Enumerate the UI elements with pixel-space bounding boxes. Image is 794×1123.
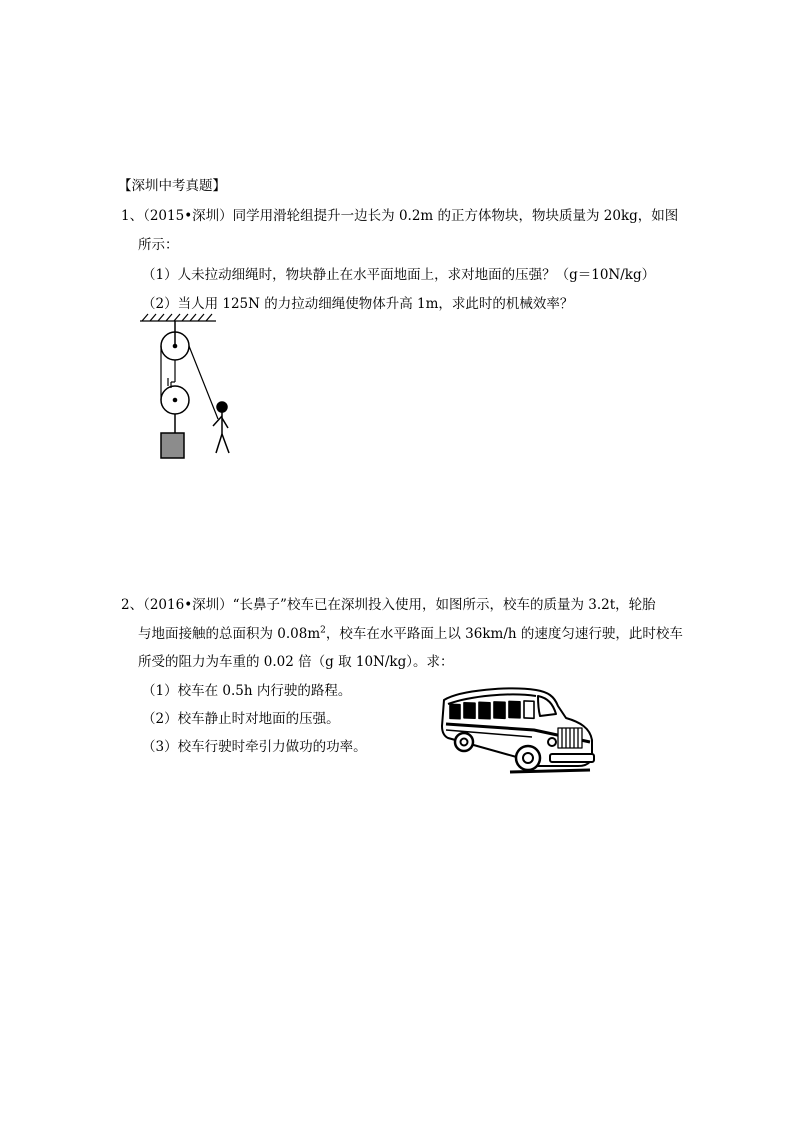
school-bus-figure [440, 682, 596, 776]
bus-roof-line [448, 694, 536, 704]
area-exponent: 2 [320, 625, 326, 636]
question-2-subquestion-2: （2）校车静止时对地面的压强。 [142, 711, 340, 727]
question-1-subquestion-2: （2）当人用 125N 的力拉动细绳使物体升高 1m，求此时的机械效率？ [142, 296, 574, 312]
question-2-text-line-3: 所受的阻力为车重的 0.02 倍（g 取 10N/kg）。求： [138, 654, 454, 670]
headlight [548, 738, 556, 746]
question-2-subquestion-3: （3）校车行驶时牵引力做功的功率。 [142, 739, 367, 755]
pulley-system-figure [136, 308, 246, 466]
rope-segments [161, 346, 218, 419]
side-windows [450, 701, 534, 719]
front-bumper [550, 754, 594, 762]
ground-shadow [510, 770, 590, 772]
speed-text: ，校车在水平路面上以 36km/h 的速度匀速行驶，此时校车 [325, 626, 683, 642]
area-text: 与地面接触的总面积为 0.08m [138, 626, 321, 642]
ceiling-hatch [140, 314, 216, 321]
stick-person [213, 402, 229, 453]
question-2-text-line-1: 2、（2016•深圳）“长鼻子”校车已在深圳投入使用，如图所示，校车的质量为 3.2t，轮胎 [121, 597, 656, 613]
question-1-subquestion-1: （1）人未拉动细绳时，物块静止在水平面地面上，求对地面的压强？（g＝10N/kg） [142, 267, 656, 283]
question-2-subquestion-1: （1）校车在 0.5h 内行驶的路程。 [142, 683, 352, 699]
rear-wheel [455, 733, 473, 751]
question-2-text-line-2 [138, 624, 683, 644]
question-1-text-line-2: 所示： [138, 237, 179, 253]
front-grille [558, 728, 582, 748]
cube-block [161, 433, 184, 458]
section-title: 【深圳中考真题】 [118, 178, 226, 194]
question-1-text-line-1: 1、（2015•深圳）同学用滑轮组提升一边长为 0.2m 的正方体物块，物块质量为 20kg，如图 [121, 208, 679, 224]
front-wheel [516, 746, 540, 770]
